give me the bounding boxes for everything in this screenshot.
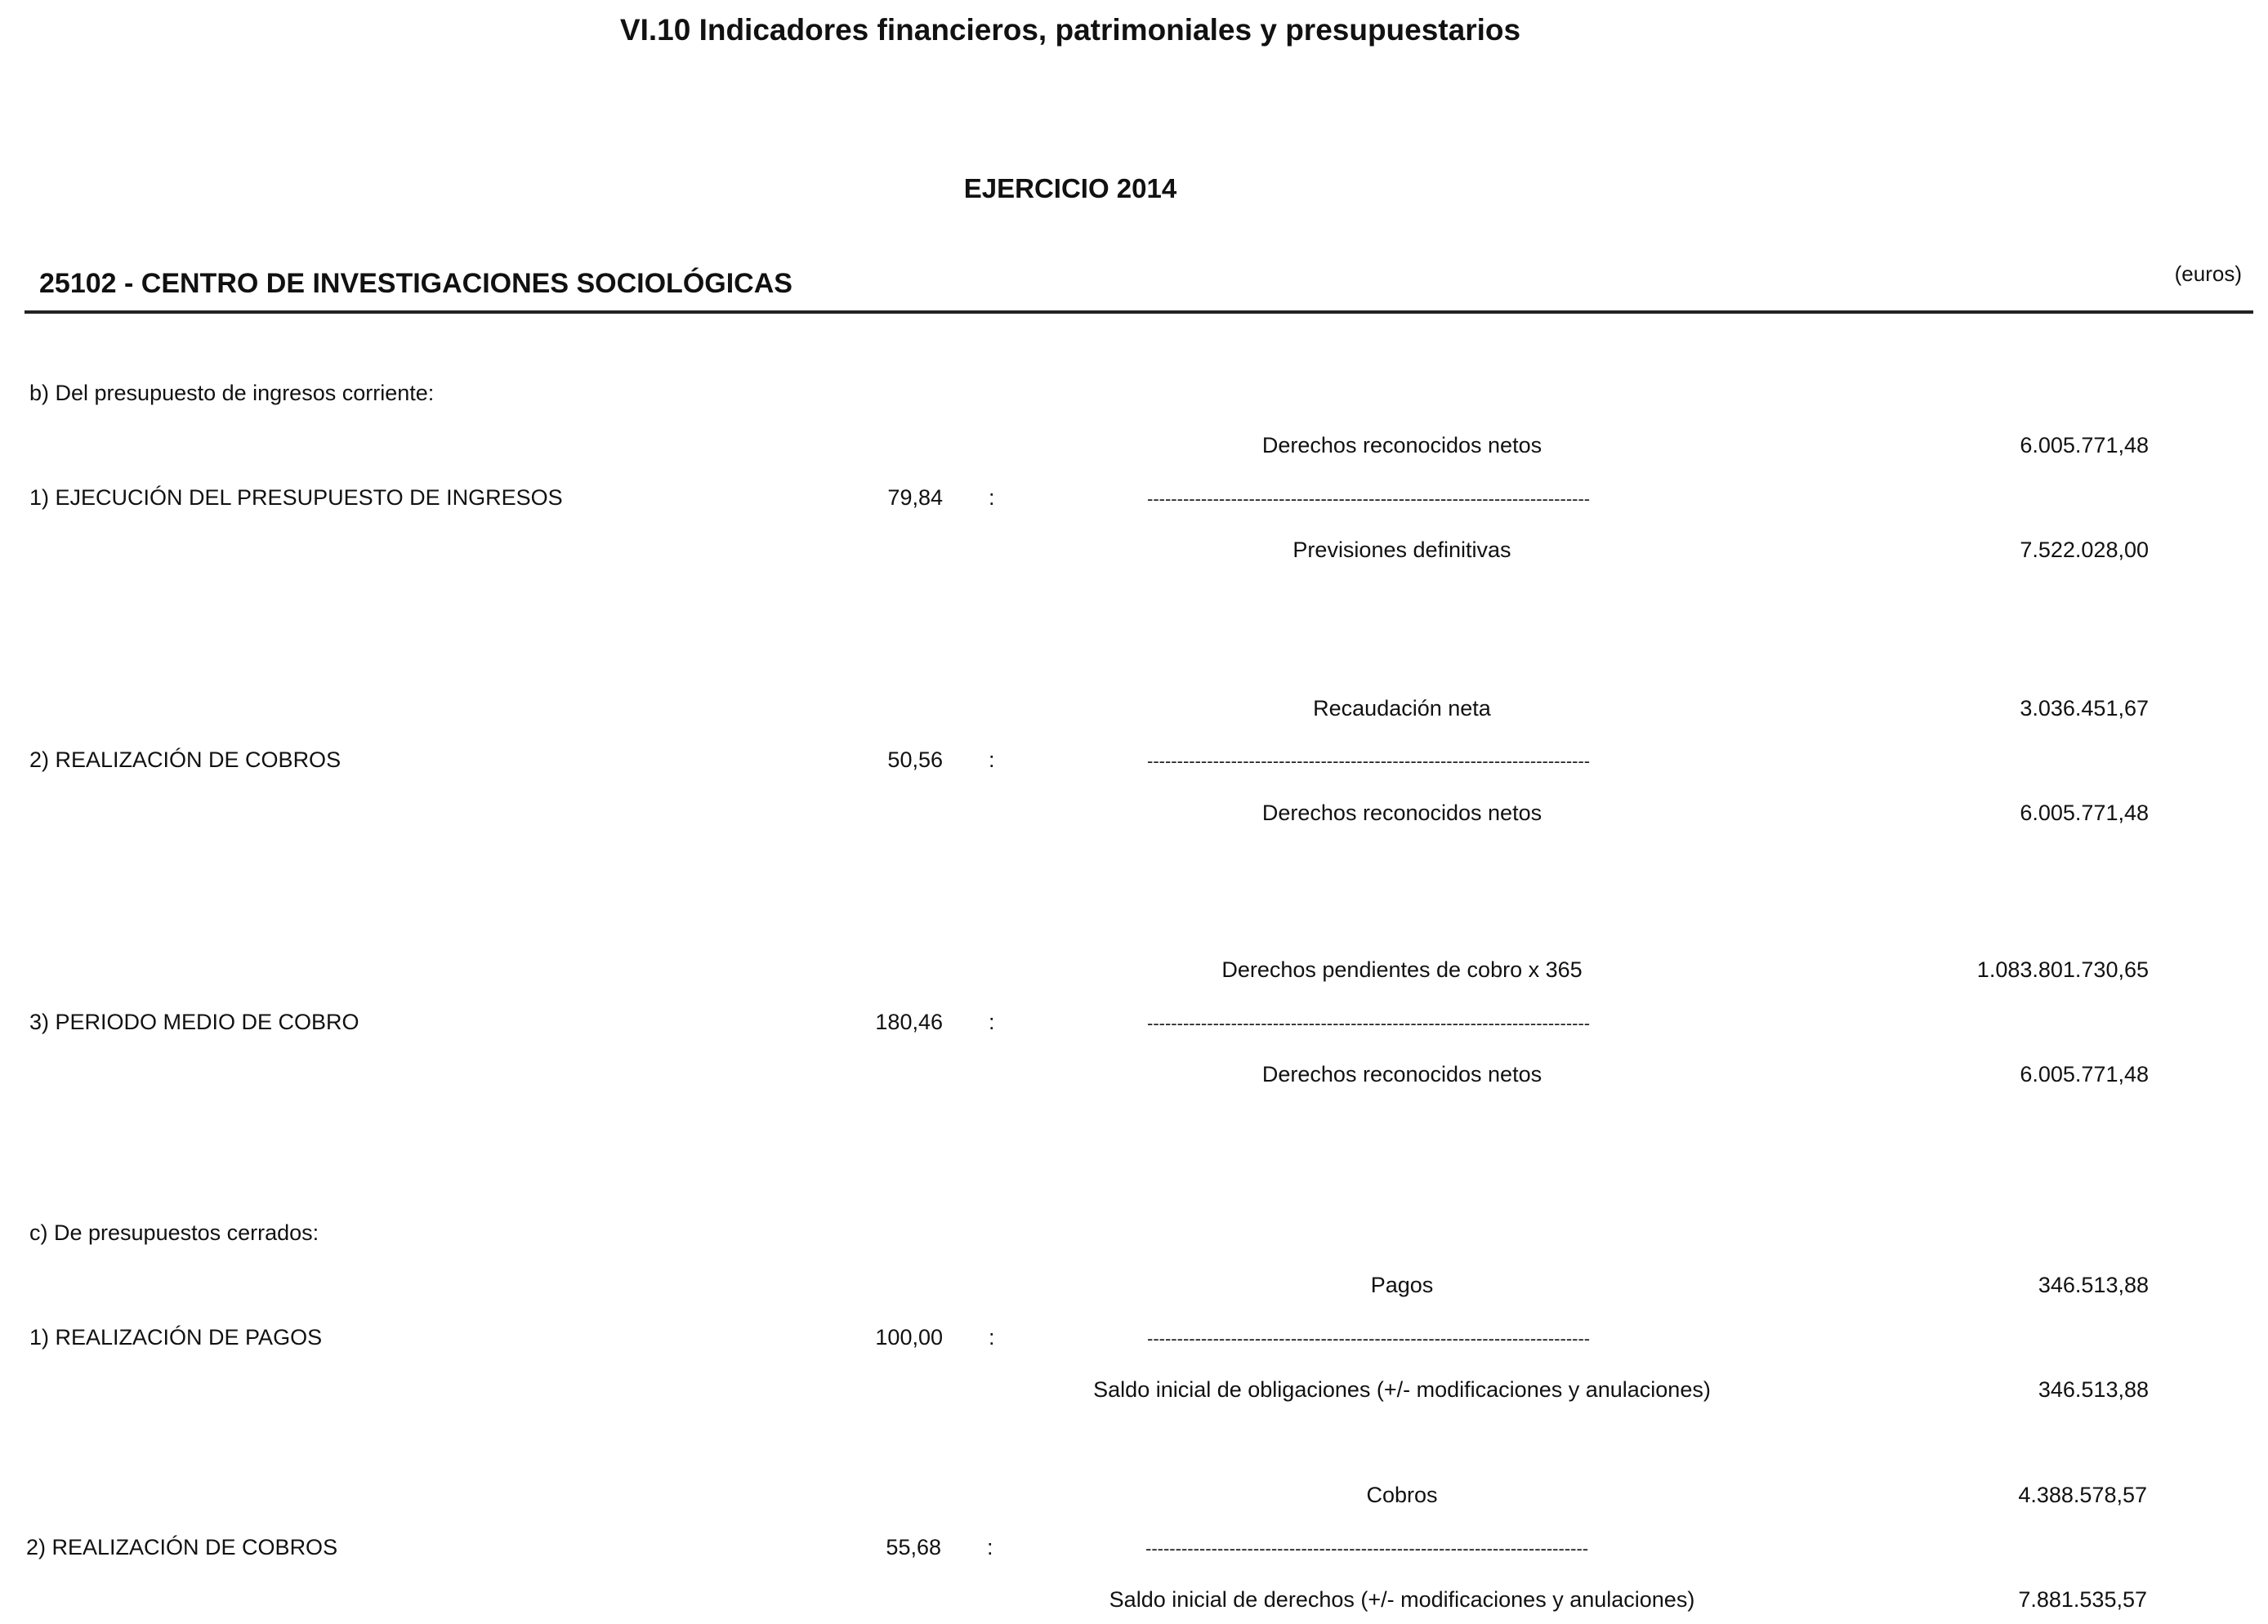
indicator-label: 1) REALIZACIÓN DE PAGOS — [29, 1325, 323, 1350]
denominator-amount: 346.513,88 — [2038, 1377, 2149, 1402]
fraction-line: -------------------------------------------------------------------------- — [1145, 1538, 1589, 1559]
fraction-line: -------------------------------------------------------------------------- — [1147, 1013, 1591, 1033]
denominator-amount: 7.881.535,57 — [2018, 1587, 2147, 1612]
denominator-desc: Saldo inicial de obligaciones (+/- modificaciones y anulaciones) — [1093, 1377, 1711, 1402]
denominator-amount: 6.005.771,48 — [2020, 1062, 2149, 1086]
fraction-line: -------------------------------------------------------------------------- — [1147, 751, 1591, 771]
numerator-amount: 346.513,88 — [2038, 1273, 2149, 1297]
indicator-label: 1) EJECUCIÓN DEL PRESUPUESTO DE INGRESOS — [29, 485, 563, 510]
indicator-colon: : — [987, 1535, 993, 1559]
entity-heading: 25102 - CENTRO DE INVESTIGACIONES SOCIOLÓGICAS — [39, 268, 792, 299]
indicator-value: 180,46 — [875, 1010, 943, 1034]
header-divider — [25, 310, 2253, 314]
numerator-amount: 3.036.451,67 — [2020, 696, 2149, 721]
denominator-desc: Derechos reconocidos netos — [1261, 1062, 1543, 1086]
units-label: (euros) — [2174, 261, 2242, 286]
indicator-value: 50,56 — [887, 747, 943, 772]
numerator-desc: Pagos — [1370, 1273, 1434, 1297]
numerator-desc: Cobros — [1366, 1483, 1438, 1507]
indicator-colon: : — [989, 1325, 995, 1350]
indicator-colon: : — [989, 1010, 995, 1034]
indicator-label: 2) REALIZACIÓN DE COBROS — [29, 747, 342, 772]
fraction-line: -------------------------------------------------------------------------- — [1147, 1328, 1591, 1349]
indicator-value: 79,84 — [887, 485, 943, 510]
indicator-value: 100,00 — [875, 1325, 943, 1350]
denominator-desc: Derechos reconocidos netos — [1261, 801, 1543, 825]
numerator-amount: 4.388.578,57 — [2018, 1483, 2147, 1507]
section-heading-c: c) De presupuestos cerrados: — [29, 1220, 319, 1245]
denominator-amount: 6.005.771,48 — [2020, 801, 2149, 825]
fraction-line: -------------------------------------------------------------------------- — [1147, 489, 1591, 509]
indicator-colon: : — [989, 485, 995, 510]
denominator-amount: 7.522.028,00 — [2020, 538, 2149, 562]
indicator-colon: : — [989, 747, 995, 772]
numerator-amount: 6.005.771,48 — [2020, 433, 2149, 457]
numerator-desc: Derechos pendientes de cobro x 365 — [1221, 957, 1583, 982]
numerator-desc: Recaudación neta — [1313, 696, 1491, 721]
page-title: VI.10 Indicadores financieros, patrimoniales y presupuestarios — [619, 13, 1521, 47]
indicator-label: 2) REALIZACIÓN DE COBROS — [26, 1535, 338, 1559]
indicator-label: 3) PERIODO MEDIO DE COBRO — [29, 1010, 359, 1034]
section-heading-b: b) Del presupuesto de ingresos corriente: — [29, 381, 435, 405]
indicator-value: 55,68 — [886, 1535, 941, 1559]
denominator-desc: Previsiones definitivas — [1292, 538, 1511, 562]
numerator-amount: 1.083.801.730,65 — [1976, 957, 2149, 982]
fiscal-year-heading: EJERCICIO 2014 — [963, 173, 1177, 203]
numerator-desc: Derechos reconocidos netos — [1261, 433, 1543, 457]
denominator-desc: Saldo inicial de derechos (+/- modificaciones y anulaciones) — [1109, 1587, 1695, 1612]
